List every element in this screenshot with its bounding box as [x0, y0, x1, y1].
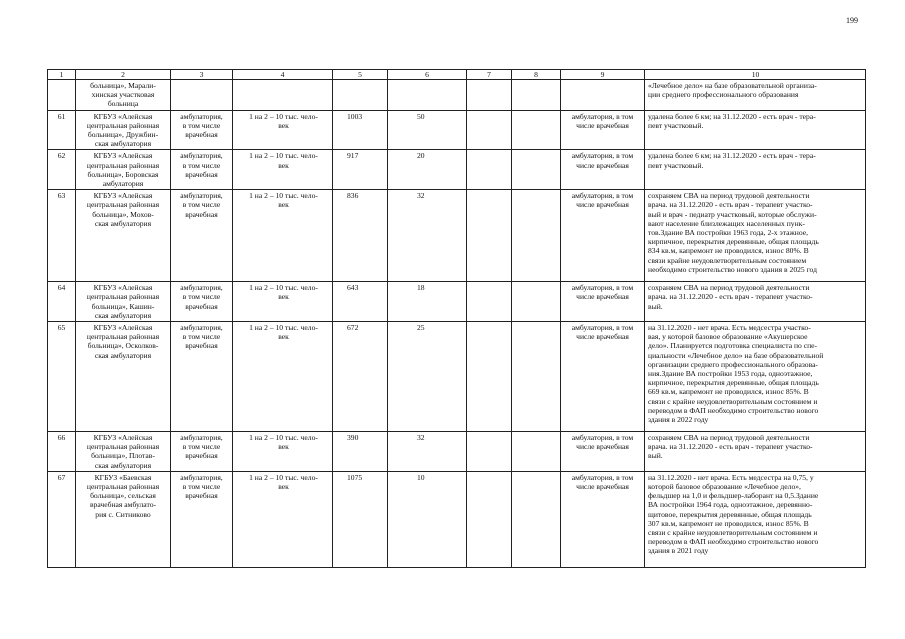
visits-count: 32	[417, 433, 425, 443]
population-norm: 1 на 2 – 10 тыс. чело- век	[249, 151, 318, 170]
population-norm: 1 на 2 – 10 тыс. чело- век	[249, 472, 318, 492]
residents-count: 917	[347, 151, 359, 161]
facility-type: амбулатория, в том числе врачебная	[180, 111, 223, 140]
facility-status: амбулатория, в том числе врачебная	[571, 283, 634, 302]
row-number-cell	[48, 80, 76, 111]
header-cell: 4	[233, 70, 333, 80]
row-number-cell	[48, 190, 76, 282]
column-7-cell	[467, 110, 512, 150]
facility-type-cell	[171, 322, 233, 432]
notes-cell	[645, 150, 866, 190]
facility-name: КГБУЗ «Алейская центральная районная больница», Плотав- ская амбулатория	[86, 433, 160, 470]
visits-count: 20	[417, 151, 425, 161]
column-8-cell	[512, 80, 561, 111]
facility-type-cell	[171, 110, 233, 150]
visits-count-cell	[388, 190, 467, 282]
facility-name: КГБУЗ «Алейская центральная районная больница», Боровская амбулатория	[86, 151, 160, 189]
residents-count: 836	[347, 191, 359, 201]
residents-count: 643	[347, 283, 359, 293]
column-8-cell	[512, 110, 561, 150]
notes: «Лечебное дело» на базе образовательной организа- ции среднего профессионального образования	[648, 81, 817, 100]
column-7-cell	[467, 190, 512, 282]
residents-count-cell	[333, 282, 388, 322]
row-number: 66	[57, 433, 66, 443]
column-7-cell	[467, 282, 512, 322]
facility-type: амбулатория, в том числе врачебная	[180, 151, 223, 179]
header-cell: 2	[76, 70, 171, 80]
facility-status-cell	[561, 150, 645, 190]
visits-count: 50	[417, 111, 425, 121]
facility-status-cell	[561, 432, 645, 472]
table-row	[48, 190, 866, 282]
row-number-cell	[48, 150, 76, 190]
population-norm-cell	[233, 150, 333, 190]
column-7-cell	[467, 432, 512, 472]
row-number: 61	[57, 111, 66, 121]
row-number-cell	[48, 110, 76, 150]
residents-count: 1003	[347, 111, 363, 121]
row-number: 65	[57, 323, 66, 333]
facility-status-cell	[561, 471, 645, 567]
header-cell: 8	[512, 70, 561, 80]
notes: удалена более 6 км; на 31.12.2020 - есть врач - тера- певт участковый.	[648, 151, 816, 170]
facility-type: амбулатория, в том числе врачебная	[180, 323, 223, 351]
facility-status-cell	[561, 190, 645, 282]
visits-count: 32	[417, 191, 425, 201]
visits-count: 18	[417, 283, 425, 293]
facility-status-cell	[561, 110, 645, 150]
facility-type-cell	[171, 80, 233, 111]
table-row	[48, 282, 866, 322]
population-norm-cell	[233, 471, 333, 567]
header-cell: 1	[48, 70, 76, 80]
facility-type: амбулатория, в том числе врачебная	[180, 191, 223, 219]
table-row	[48, 110, 866, 150]
residents-count-cell	[333, 471, 388, 567]
population-norm-cell	[233, 322, 333, 432]
visits-count-cell	[388, 471, 467, 567]
visits-count-cell	[388, 150, 467, 190]
facility-name-cell	[76, 322, 171, 432]
header-cell: 7	[467, 70, 512, 80]
facility-type: амбулатория, в том числе врачебная	[180, 433, 223, 461]
population-norm: 1 на 2 – 10 тыс. чело- век	[249, 323, 318, 342]
visits-count-cell	[388, 110, 467, 150]
header-cell: 6	[388, 70, 467, 80]
notes-cell	[645, 322, 866, 432]
header-cell: 10	[645, 70, 866, 80]
facility-name-cell	[76, 282, 171, 322]
table-row	[48, 150, 866, 190]
notes-cell	[645, 80, 866, 111]
notes: на 31.12.2020 - нет врача. Есть медсестра участко- вая, у которой базовое образование «Акушерское дело». Планируется подготовка специалиста по спе- циальности «Лечебное дело» на базе образовательной организации среднего профессионального образова- ния.Здание ВА постройки 1953 года, одноэтажное, кирпичное, перекрытия деревянные, общая площадь 669 кв.м, капремонт не проводился, износ 85%. В связи с крайне неудовлетворительным состоянием и переводом в ФАП необходимо строительство нового здания в 2022 году	[648, 323, 824, 425]
facility-name-cell	[76, 80, 171, 111]
notes-cell	[645, 282, 866, 322]
facility-name-cell	[76, 150, 171, 190]
column-7-cell	[467, 471, 512, 567]
facility-name: КГБУЗ «Алейская центральная районная больница», Осколков- ская амбулатория	[86, 323, 160, 360]
facility-name-cell	[76, 471, 171, 567]
notes: сохраняем СВА на период трудовой деятельности врача. на 31.12.2020 - есть врач - терапевт участко- вый.	[648, 283, 813, 311]
residents-count: 1075	[347, 472, 363, 482]
facility-name: КГБУЗ «Алейская центральная районная больница», Дружбин- ская амбулатория	[86, 111, 160, 149]
facility-type-cell	[171, 432, 233, 472]
facility-type-cell	[171, 150, 233, 190]
page-number: 199	[846, 16, 858, 25]
header-cell: 3	[171, 70, 233, 80]
notes: на 31.12.2020 - нет врача. Есть медсестра на 0,75, у которой базовое образование «Лечебное дело», фельдшер на 1,0 и фельдшер-лаборант на 0,5.Здание ВА постройки 1964 года, одноэтажное, деревянно- щитовое, перекрытия деревянные, общая площадь 307 кв.м, капремонт не проводился, износ 85%. В связи с крайне неудовлетворительным состоянием и переводом в ФАП необходимо строительство нового здания в 2021 году	[648, 472, 819, 556]
column-8-cell	[512, 471, 561, 567]
visits-count: 10	[417, 472, 425, 482]
facility-name-cell	[76, 190, 171, 282]
population-norm: 1 на 2 – 10 тыс. чело- век	[249, 111, 318, 130]
population-norm-cell	[233, 432, 333, 472]
visits-count: 25	[417, 323, 425, 333]
facility-status: амбулатория, в том числе врачебная	[571, 323, 634, 342]
residents-count-cell	[333, 190, 388, 282]
population-norm-cell	[233, 80, 333, 111]
notes-cell	[645, 190, 866, 282]
facility-type-cell	[171, 190, 233, 282]
row-number-cell	[48, 322, 76, 432]
header-cell: 5	[333, 70, 388, 80]
row-number-cell	[48, 282, 76, 322]
facility-status-cell	[561, 322, 645, 432]
residents-count-cell	[333, 432, 388, 472]
facility-type-cell	[171, 471, 233, 567]
table-row	[48, 471, 866, 567]
row-number: 64	[57, 283, 66, 293]
facility-status: амбулатория, в том числе врачебная	[571, 111, 634, 130]
facility-name: КГБУЗ «Алейская центральная районная больница», Мохов- ская амбулатория	[86, 191, 160, 228]
population-norm-cell	[233, 110, 333, 150]
residents-count: 672	[347, 323, 359, 333]
table-row	[48, 80, 866, 111]
facility-name: КГБУЗ «Баевская центральная районная больница», сельская врачебная амбулато- рия с. Ситниково	[86, 472, 160, 519]
facility-type: амбулатория, в том числе врачебная	[180, 283, 223, 311]
row-number-cell	[48, 432, 76, 472]
column-8-cell	[512, 432, 561, 472]
population-norm-cell	[233, 282, 333, 322]
residents-count-cell	[333, 80, 388, 111]
table-row	[48, 322, 866, 432]
header-cell: 9	[561, 70, 645, 80]
facility-status-cell	[561, 282, 645, 322]
population-norm: 1 на 2 – 10 тыс. чело- век	[249, 433, 318, 452]
facility-name-cell	[76, 432, 171, 472]
facility-status: амбулатория, в том числе врачебная	[571, 472, 634, 492]
notes-cell	[645, 432, 866, 472]
notes: сохраняем СВА на период трудовой деятельности врача. на 31.12.2020 - есть врач - терапевт участко- вый и врач - педиатр участковый, которые обслужи- вают население близлежащих населенных пунк- тов.Здание ВА постройки 1963 года, 2-х этажное, кирпичное, перекрытия деревянные, общая площадь 834 кв.м, капремонт не проводился, износ 80%. В связи крайне неудовлетворительным состоянием необходимо строительство нового здания в 2025 год	[648, 191, 819, 274]
row-number-cell	[48, 471, 76, 567]
row-number: 67	[57, 472, 66, 482]
header-row	[48, 70, 866, 80]
facility-name: больница», Марали- хинская участковая больница	[90, 81, 156, 109]
table-row	[48, 432, 866, 472]
row-number: 62	[57, 151, 66, 161]
column-8-cell	[512, 282, 561, 322]
facility-status: амбулатория, в том числе врачебная	[571, 191, 634, 210]
population-norm: 1 на 2 – 10 тыс. чело- век	[249, 283, 318, 302]
notes: сохраняем СВА на период трудовой деятельности врача. на 31.12.2020 - есть врач - терапевт участко- вый.	[648, 433, 813, 461]
residents-count-cell	[333, 150, 388, 190]
visits-count-cell	[388, 432, 467, 472]
visits-count-cell	[388, 80, 467, 111]
population-norm-cell	[233, 190, 333, 282]
residents-count: 390	[347, 433, 359, 443]
column-7-cell	[467, 150, 512, 190]
notes-cell	[645, 110, 866, 150]
row-number: 63	[57, 191, 66, 201]
facility-type-cell	[171, 282, 233, 322]
column-8-cell	[512, 150, 561, 190]
visits-count-cell	[388, 282, 467, 322]
facility-status: амбулатория, в том числе врачебная	[571, 151, 634, 170]
residents-count-cell	[333, 322, 388, 432]
facilities-table	[47, 69, 866, 568]
facility-name: КГБУЗ «Алейская центральная районная больница», Кашин- ская амбулатория	[86, 283, 160, 320]
residents-count-cell	[333, 110, 388, 150]
column-8-cell	[512, 322, 561, 432]
facility-status-cell	[561, 80, 645, 111]
column-7-cell	[467, 80, 512, 111]
notes: удалена более 6 км; на 31.12.2020 - есть врач - тера- певт участковый.	[648, 111, 816, 130]
column-8-cell	[512, 190, 561, 282]
facility-name-cell	[76, 110, 171, 150]
notes-cell	[645, 471, 866, 567]
population-norm: 1 на 2 – 10 тыс. чело- век	[249, 191, 318, 210]
column-7-cell	[467, 322, 512, 432]
facility-type: амбулатория, в том числе врачебная	[180, 472, 223, 501]
facility-status: амбулатория, в том числе врачебная	[571, 433, 634, 452]
visits-count-cell	[388, 322, 467, 432]
